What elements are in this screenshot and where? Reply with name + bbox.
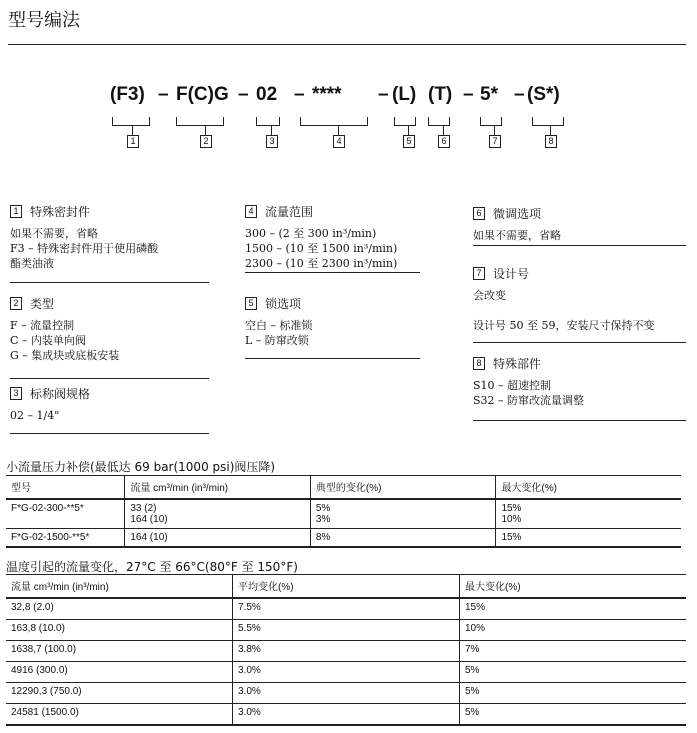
code-bracket (176, 117, 224, 126)
table-cell: 32,8 (2.0) (11, 602, 54, 613)
table-row (6, 529, 681, 548)
code-segment: (S*) (527, 84, 560, 105)
column-header: 最大变化(%) (460, 575, 687, 599)
section-line: 会改变 (473, 289, 506, 302)
section-divider (473, 420, 686, 421)
code-number-box: 2 (200, 135, 212, 148)
table-cell: 15% (460, 598, 687, 620)
table-cell: 164 (10) (125, 529, 311, 548)
section-line: 2300 – (10 至 2300 in³/min) (245, 257, 398, 270)
column-header: 典型的变化(%) (310, 476, 496, 500)
section-number: 2 (10, 297, 22, 310)
bracket-stem (408, 125, 409, 135)
table-row (6, 620, 686, 641)
section-3 (10, 385, 90, 423)
code-bracket (532, 117, 564, 126)
section-divider (473, 245, 686, 246)
table-cell: 8% (310, 529, 496, 548)
section-1 (10, 203, 158, 271)
table-cell: 5% (460, 704, 687, 726)
section-divider (245, 358, 420, 359)
table-cell: 5.5% (233, 620, 460, 641)
temperature-table (6, 574, 686, 726)
table-cell: 3.0% (233, 662, 460, 683)
page-title: 型号编法 (8, 10, 80, 31)
section-line: 1500 – (10 至 1500 in³/min) (245, 242, 398, 255)
table-cell: 24581 (1500.0) (11, 707, 79, 718)
column-header: 流量 cm³/min (in³/min) (11, 582, 109, 593)
column-header: 最大变化(%) (496, 476, 681, 500)
code-segment: **** (312, 84, 342, 105)
section-8 (473, 355, 584, 408)
table-row (6, 662, 686, 683)
section-heading: 标称阀规格 (30, 387, 91, 401)
section-line: F3 – 特殊密封件用于使用磷酸 (10, 242, 159, 255)
divider (8, 44, 686, 45)
column-header: 型号 (11, 483, 31, 494)
code-segment: – (463, 84, 474, 105)
code-bracket (394, 117, 416, 126)
table-cell: 7.5% (233, 598, 460, 620)
section-divider (10, 282, 209, 283)
table-cell: 10% (460, 620, 687, 641)
code-number-box: 7 (489, 135, 501, 148)
code-bracket (300, 117, 368, 126)
section-divider (10, 378, 209, 379)
bracket-stem (205, 125, 206, 135)
code-segment: – (158, 84, 169, 105)
code-segment: 5* (480, 84, 498, 105)
table-row (6, 704, 686, 726)
table1-title: 小流量压力补偿(最低达 69 bar(1000 psi)阀压降) (6, 460, 276, 474)
table-row (6, 683, 686, 704)
section-heading: 设计号 (493, 267, 530, 281)
section-divider (245, 272, 420, 273)
table-row (6, 598, 686, 620)
section-4 (245, 203, 397, 271)
code-segment: 02 (256, 84, 278, 105)
section-line: 300 – (2 至 300 in³/min) (245, 227, 377, 240)
section-line: 酯类油液 (10, 257, 54, 270)
table-row (6, 499, 681, 529)
section-divider (10, 433, 209, 434)
bracket-stem (550, 125, 551, 135)
section-number: 3 (10, 387, 22, 400)
section-divider (473, 342, 686, 343)
section-line: L – 防窜改锁 (245, 334, 309, 347)
table-cell: 3.8% (233, 641, 460, 662)
table-cell: 5% (460, 662, 687, 683)
section-line: F – 流量控制 (10, 319, 75, 332)
table-cell: 163,8 (10.0) (11, 623, 65, 634)
section-line: 空白 – 标准锁 (245, 319, 313, 332)
code-segment: – (378, 84, 389, 105)
section-line: 设计号 50 至 59，安装尺寸保持不变 (473, 319, 655, 332)
section-number: 7 (473, 267, 485, 280)
code-segment: (T) (428, 84, 453, 105)
code-number-box: 8 (545, 135, 557, 148)
section-heading: 类型 (30, 297, 55, 311)
bracket-stem (494, 125, 495, 135)
table-cell: 1638,7 (100.0) (11, 644, 77, 655)
section-heading: 特殊部件 (493, 357, 542, 371)
pressure-comp-table (6, 475, 681, 548)
section-line: C – 内装单向阀 (10, 334, 86, 347)
section-6 (473, 205, 561, 243)
section-line (473, 303, 654, 318)
code-segment: – (238, 84, 249, 105)
section-heading: 流量范围 (265, 205, 314, 219)
section-line: S32 – 防窜改流量调整 (473, 394, 585, 407)
code-number-box: 5 (403, 135, 415, 148)
section-5 (245, 295, 313, 348)
column-header: 平均变化(%) (233, 575, 460, 599)
bracket-stem (443, 125, 444, 135)
section-line: 如果不需要，省略 (473, 229, 561, 242)
code-segment: (L) (392, 84, 417, 105)
column-header: 流量 cm³/min (in³/min) (125, 476, 311, 500)
bracket-stem (271, 125, 272, 135)
code-number-box: 1 (127, 135, 139, 148)
section-line: G – 集成块或底板安装 (10, 349, 120, 362)
code-segment: F(C)G (176, 84, 229, 105)
section-number: 1 (10, 205, 22, 218)
table-cell: 15% (496, 529, 681, 548)
table2-title: 温度引起的流量变化，27°C 至 66°C(80°F 至 150°F) (6, 560, 298, 574)
section-heading: 微调选项 (493, 207, 542, 221)
table-cell: 33 (2) 164 (10) (125, 499, 311, 529)
code-segment: – (294, 84, 305, 105)
code-number-box: 3 (266, 135, 278, 148)
code-number-box: 6 (438, 135, 450, 148)
table-cell: 4916 (300.0) (11, 665, 68, 676)
code-number-box: 4 (333, 135, 345, 148)
section-2 (10, 295, 119, 363)
table-cell: 5% 3% (310, 499, 496, 529)
section-heading: 特殊密封件 (30, 205, 91, 219)
table-cell: 15% 10% (496, 499, 681, 529)
section-line: 如果不需要，省略 (10, 227, 98, 240)
table-cell: F*G-02-1500-**5* (11, 532, 90, 543)
section-7 (473, 265, 654, 333)
code-bracket (428, 117, 450, 126)
bracket-stem (338, 125, 339, 135)
code-bracket (256, 117, 280, 126)
section-heading: 锁选项 (265, 297, 302, 311)
section-line: S10 – 超速控制 (473, 379, 552, 392)
table-cell: 5% (460, 683, 687, 704)
table-cell: 3.0% (233, 683, 460, 704)
code-bracket (112, 117, 150, 126)
section-number: 5 (245, 297, 257, 310)
table-cell: 7% (460, 641, 687, 662)
section-number: 4 (245, 205, 257, 218)
code-segment: – (514, 84, 525, 105)
code-segment: (F3) (110, 84, 145, 105)
section-number: 6 (473, 207, 485, 220)
table-row (6, 641, 686, 662)
bracket-stem (132, 125, 133, 135)
code-bracket (480, 117, 502, 126)
section-number: 8 (473, 357, 485, 370)
section-line: 02 – 1/4" (10, 409, 60, 422)
table-cell: 3.0% (233, 704, 460, 726)
table-cell: F*G-02-300-**5* (11, 503, 84, 514)
table-cell: 12290,3 (750.0) (11, 686, 82, 697)
